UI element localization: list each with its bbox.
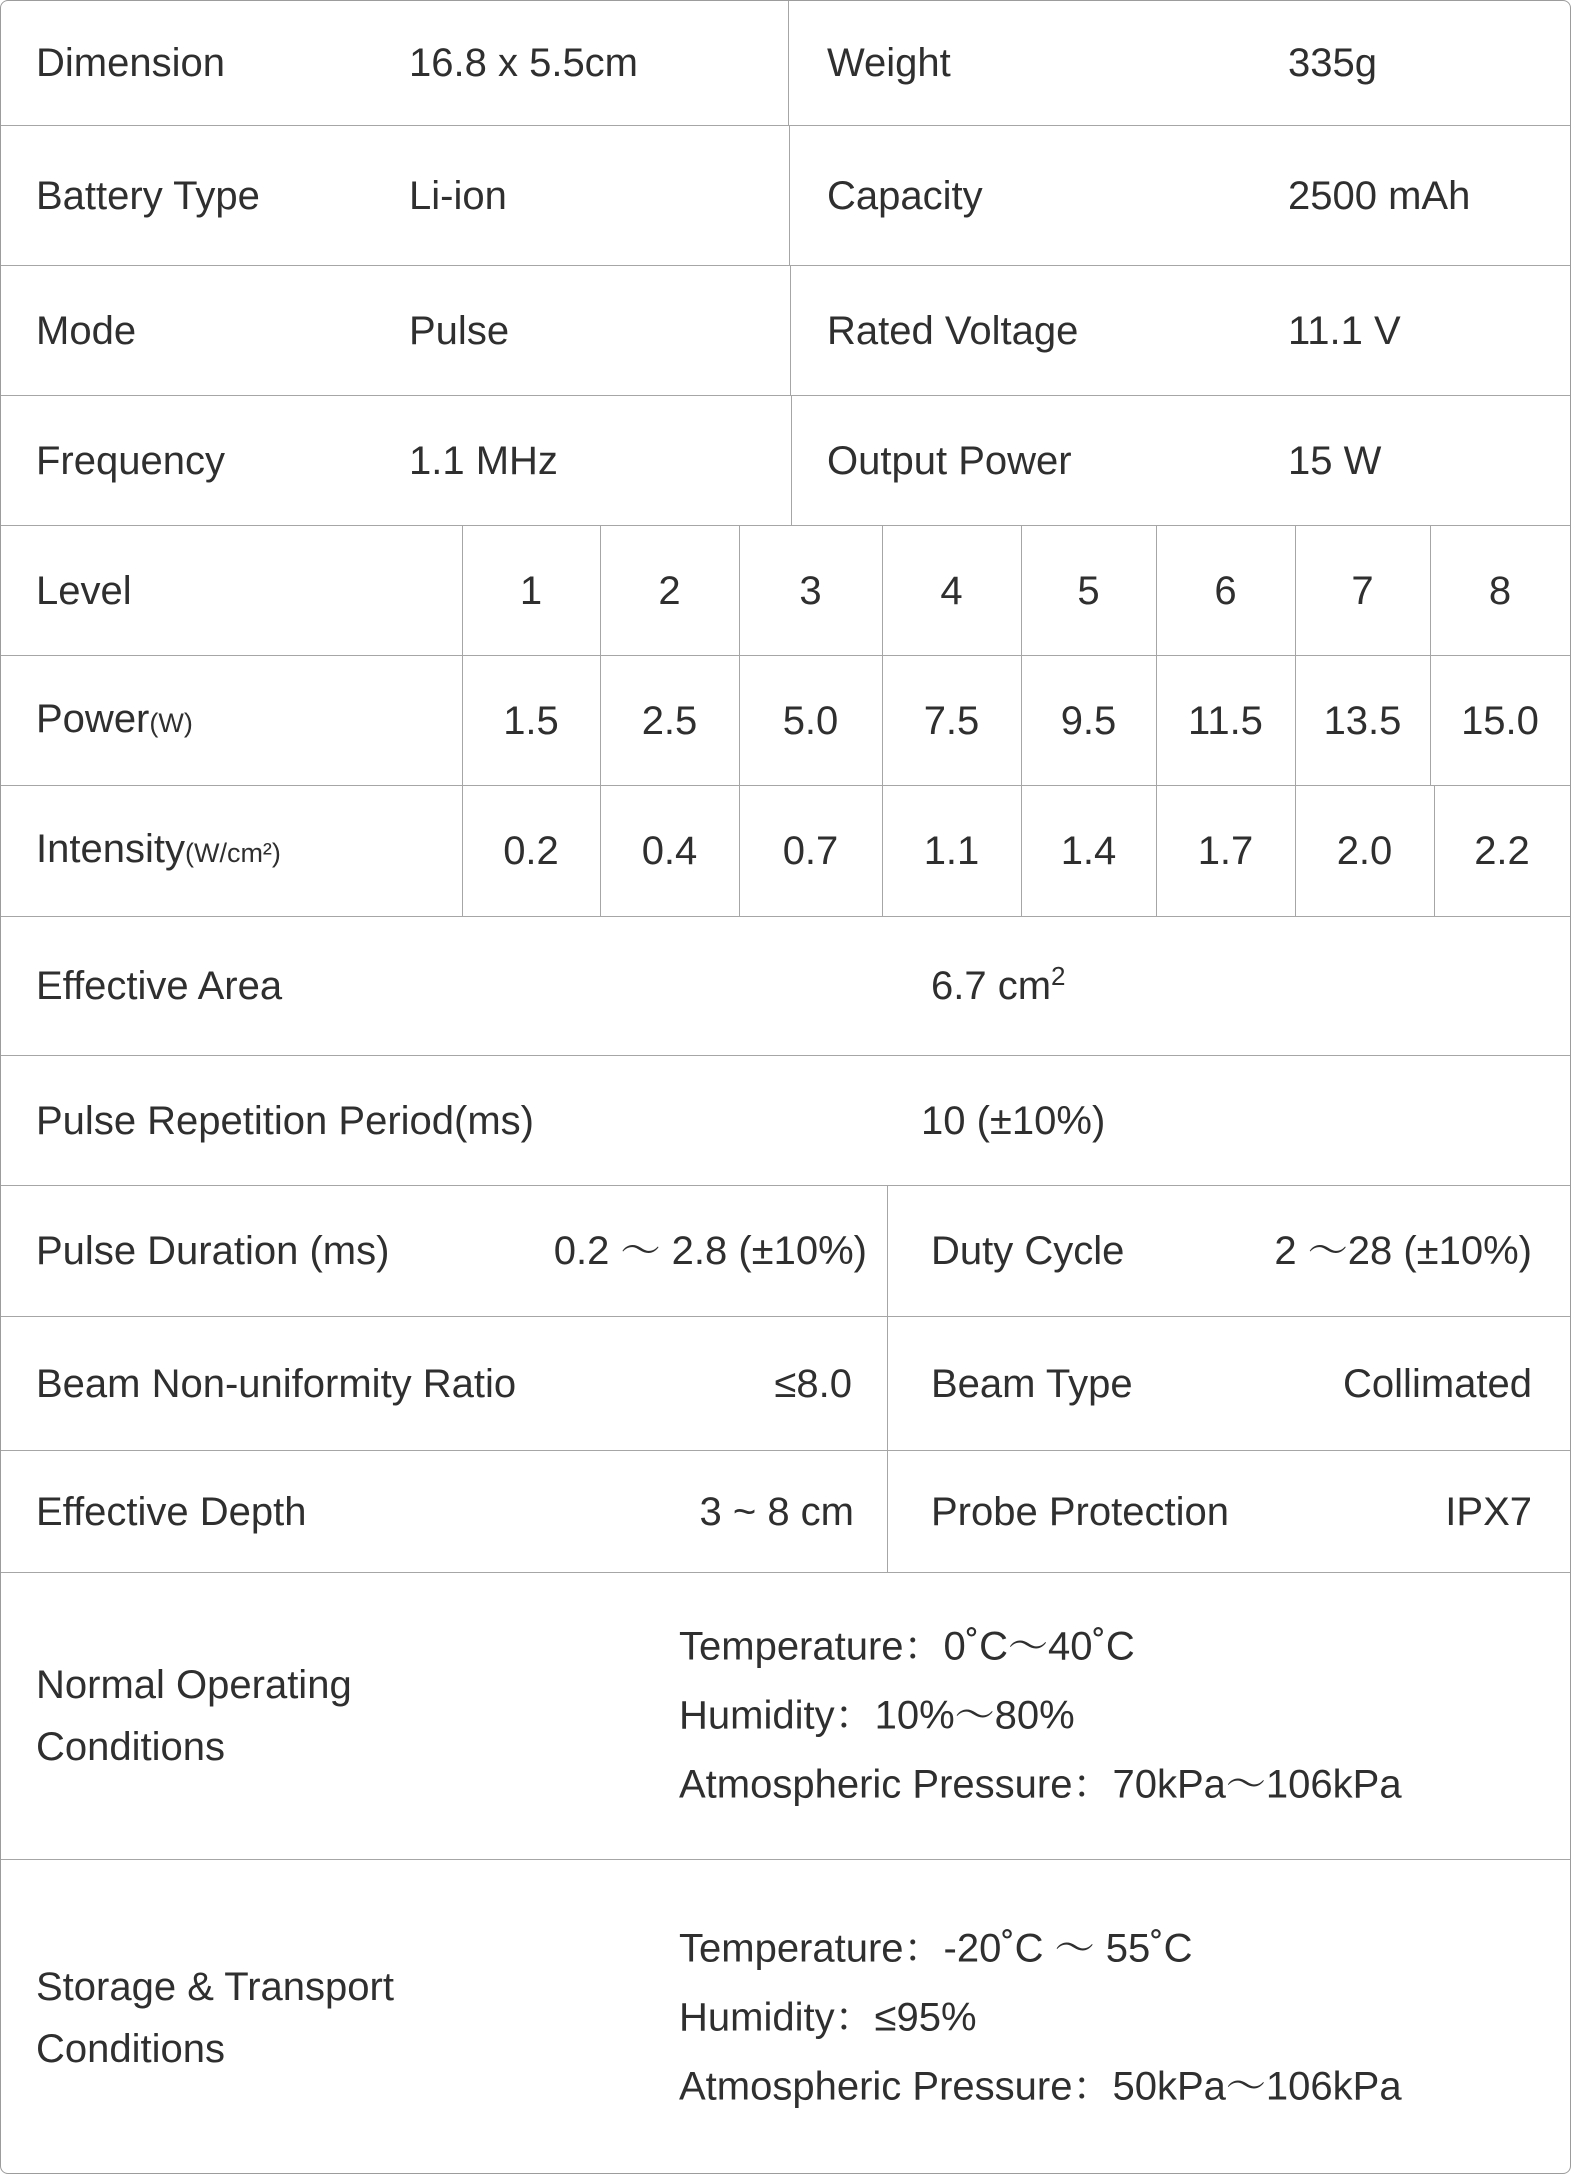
storage-temperature: Temperature：-20˚C ～ 55˚C bbox=[679, 1926, 1193, 1970]
power-label-text: Power bbox=[36, 696, 150, 741]
pulse-duration-value: 0.2 ～ 2.8 (±10%) bbox=[553, 1229, 867, 1273]
storage-conditions-label bbox=[36, 1956, 394, 2080]
level-cell: 8 bbox=[1488, 568, 1512, 613]
effective-depth-value: 3 ~ 8 cm bbox=[699, 1489, 854, 1534]
power-cell: 1.5 bbox=[503, 698, 559, 743]
depth-row bbox=[1, 1451, 1570, 1573]
normal-conditions-row bbox=[1, 1573, 1570, 1860]
effective-depth-label: Effective Depth bbox=[36, 1489, 307, 1534]
pulse-repetition-value: 10 (±10%) bbox=[921, 1098, 1106, 1143]
level-cell: 4 bbox=[940, 568, 963, 613]
frequency-value: 1.1 MHz bbox=[409, 438, 558, 483]
level-cell: 2 bbox=[658, 568, 681, 613]
spec-row-battery-capacity bbox=[1, 126, 1570, 266]
power-row bbox=[1, 656, 1570, 786]
intensity-cell: 1.4 bbox=[1060, 829, 1117, 873]
level-label: Level bbox=[36, 568, 132, 613]
intensity-row bbox=[1, 786, 1570, 917]
spec-row-mode-voltage bbox=[1, 266, 1570, 396]
intensity-cell: 0.2 bbox=[503, 829, 559, 873]
effective-area-value bbox=[931, 963, 1066, 1009]
beam-ratio-label: Beam Non-uniformity Ratio bbox=[36, 1361, 517, 1406]
storage-pressure: Atmospheric Pressure：50kPa～106kPa bbox=[679, 2064, 1402, 2108]
effective-area-label: Effective Area bbox=[36, 964, 283, 1008]
battery-type-label: Battery Type bbox=[36, 173, 260, 218]
column-divider bbox=[791, 396, 792, 525]
power-cell: 7.5 bbox=[923, 698, 980, 743]
pulse-repetition-label: Pulse Repetition Period(ms) bbox=[36, 1098, 534, 1143]
normal-temperature: Temperature：0˚C～40˚C bbox=[679, 1624, 1135, 1669]
output-power-label: Output Power bbox=[827, 438, 1072, 483]
output-power-value: 15 W bbox=[1288, 438, 1382, 483]
intensity-unit: (W/cm²) bbox=[184, 838, 281, 868]
capacity-label: Capacity bbox=[827, 173, 983, 218]
column-divider bbox=[887, 1317, 888, 1450]
normal-conditions-label-line1: Normal Operating bbox=[36, 1663, 352, 1707]
pulse-duration-row bbox=[1, 1186, 1570, 1317]
beam-type-label: Beam Type bbox=[931, 1361, 1133, 1406]
beam-row bbox=[1, 1317, 1570, 1451]
storage-humidity: Humidity：≤95% bbox=[679, 1995, 977, 2039]
effective-area-number: 6.7 cm bbox=[931, 964, 1052, 1008]
level-row bbox=[1, 526, 1570, 656]
effective-area-exponent: 2 bbox=[1051, 961, 1066, 991]
normal-humidity: Humidity：10%～80% bbox=[679, 1693, 1075, 1738]
beam-ratio-value: ≤8.0 bbox=[774, 1361, 852, 1406]
power-cell: 15.0 bbox=[1461, 698, 1539, 743]
intensity-cell: 0.4 bbox=[641, 829, 698, 873]
intensity-cell: 1.1 bbox=[923, 829, 980, 873]
level-cell: 6 bbox=[1214, 568, 1237, 613]
normal-pressure: Atmospheric Pressure：70kPa～106kPa bbox=[679, 1762, 1402, 1807]
capacity-value: 2500 mAh bbox=[1288, 173, 1471, 218]
intensity-cell: 0.7 bbox=[782, 829, 839, 873]
normal-conditions-values bbox=[679, 1613, 1402, 1820]
probe-protection-label: Probe Protection bbox=[931, 1489, 1229, 1534]
column-divider bbox=[887, 1186, 888, 1316]
pulse-repetition-row bbox=[1, 1056, 1570, 1186]
spec-row-dimension-weight bbox=[1, 1, 1570, 126]
column-divider bbox=[887, 1451, 888, 1572]
column-divider bbox=[788, 1, 789, 125]
battery-type-value: Li-ion bbox=[409, 173, 507, 218]
storage-conditions-label-line2: Conditions bbox=[36, 2026, 226, 2071]
effective-area-row bbox=[1, 917, 1570, 1056]
mode-value: Pulse bbox=[409, 308, 510, 353]
frequency-label: Frequency bbox=[36, 438, 225, 483]
probe-protection-value: IPX7 bbox=[1445, 1489, 1532, 1534]
rated-voltage-value: 11.1 V bbox=[1288, 308, 1401, 353]
normal-conditions-label bbox=[36, 1654, 352, 1778]
power-cell: 5.0 bbox=[782, 698, 839, 743]
column-divider bbox=[790, 266, 791, 395]
storage-conditions-label-line1: Storage & Transport bbox=[36, 1964, 394, 2009]
duty-cycle-value: 2 ～28 (±10%) bbox=[1274, 1229, 1532, 1273]
level-cell: 1 bbox=[519, 568, 543, 613]
level-cell: 3 bbox=[799, 568, 822, 613]
weight-value: 335g bbox=[1288, 41, 1377, 85]
normal-conditions-label-line2: Conditions bbox=[36, 1725, 226, 1769]
duty-cycle-label: Duty Cycle bbox=[931, 1229, 1125, 1273]
beam-type-value: Collimated bbox=[1343, 1361, 1532, 1406]
intensity-label-text: Intensity bbox=[36, 827, 185, 871]
storage-conditions-values bbox=[679, 1914, 1402, 2121]
dimension-label: Dimension bbox=[36, 41, 225, 85]
pulse-duration-label: Pulse Duration (ms) bbox=[36, 1229, 390, 1273]
intensity-cell: 2.0 bbox=[1336, 829, 1393, 873]
storage-conditions-row bbox=[1, 1860, 1570, 2174]
power-cell: 11.5 bbox=[1188, 698, 1263, 743]
dimension-value: 16.8 x 5.5cm bbox=[409, 41, 639, 85]
intensity-cell: 2.2 bbox=[1474, 829, 1530, 873]
level-cell: 5 bbox=[1077, 568, 1100, 613]
power-label bbox=[36, 696, 193, 746]
power-cell: 13.5 bbox=[1323, 698, 1402, 743]
weight-label: Weight bbox=[827, 41, 951, 85]
power-cell: 9.5 bbox=[1060, 698, 1117, 743]
intensity-cell: 1.7 bbox=[1197, 829, 1254, 873]
power-unit: (W) bbox=[149, 707, 193, 738]
level-cell: 7 bbox=[1351, 568, 1374, 613]
spec-row-frequency-power bbox=[1, 396, 1570, 526]
column-divider bbox=[789, 126, 790, 265]
mode-label: Mode bbox=[36, 308, 137, 353]
intensity-label bbox=[36, 826, 281, 876]
rated-voltage-label: Rated Voltage bbox=[827, 308, 1079, 353]
power-cell: 2.5 bbox=[641, 698, 698, 743]
